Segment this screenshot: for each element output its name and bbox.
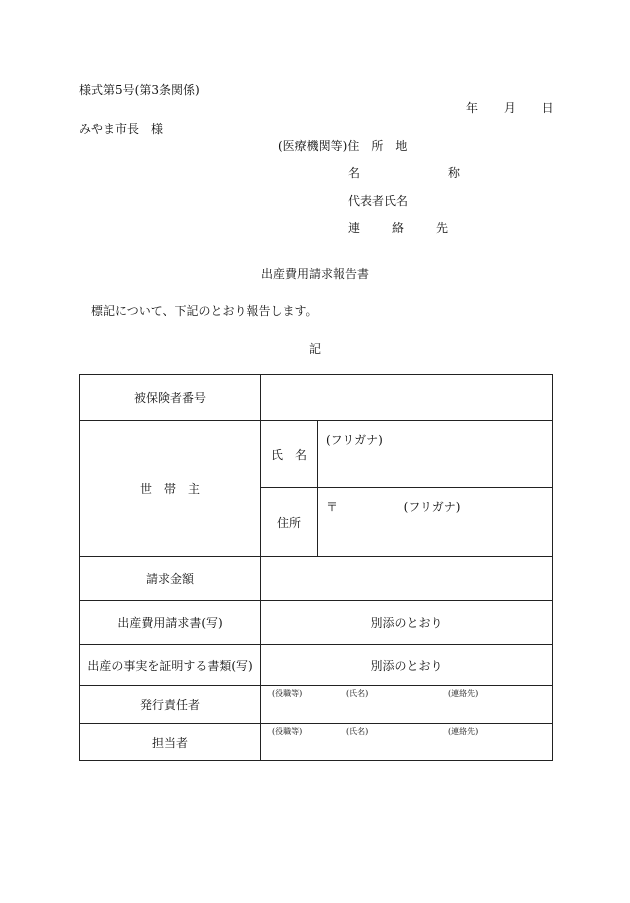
date-line: 年 月 日 — [466, 101, 554, 115]
addressee: みやま市長 様 — [79, 122, 164, 136]
insured-number-field[interactable] — [261, 375, 553, 421]
report-table — [79, 374, 553, 761]
table-row — [80, 686, 553, 724]
table-row — [80, 724, 553, 761]
table-row — [80, 375, 553, 421]
person-contact-label: (連絡先) — [448, 727, 479, 736]
table-row — [80, 557, 553, 601]
issuer-contact-label: (連絡先) — [448, 689, 479, 698]
invoice-copy-value: 別添のとおり — [261, 601, 553, 645]
issuer-label: 発行責任者 — [80, 686, 261, 724]
claim-amount-label: 請求金額 — [80, 557, 261, 601]
postal-mark: 〒 — [326, 500, 339, 514]
sender-address-label: (医療機関等)住 所 地 — [278, 139, 408, 153]
invoice-copy-label: 出産費用請求書(写) — [80, 601, 261, 645]
issuer-position-label: (役職等) — [272, 689, 303, 698]
insured-number-label: 被保険者番号 — [80, 375, 261, 421]
table-row — [80, 421, 553, 488]
person-position-label: (役職等) — [272, 727, 303, 736]
sender-contact-label: 連 絡 先 — [348, 221, 459, 235]
name-furigana-label: (フリガナ) — [326, 433, 383, 447]
ki-label: 記 — [308, 342, 321, 356]
sender-name-label: 名 称 — [348, 166, 499, 180]
name-label: 氏 名 — [261, 421, 318, 488]
form-number: 様式第5号(第3条関係) — [79, 83, 200, 97]
birth-proof-label: 出産の事実を証明する書類(写) — [80, 645, 261, 686]
householder-label: 世 帯 主 — [80, 421, 261, 557]
table-row — [80, 645, 553, 686]
address-field[interactable] — [318, 488, 553, 557]
name-field[interactable] — [318, 421, 553, 488]
person-name-label: (氏名) — [346, 727, 369, 736]
address-label: 住所 — [261, 488, 318, 557]
person-in-charge-label: 担当者 — [80, 724, 261, 761]
intro-text: 標記について、下記のとおり報告します。 — [91, 304, 318, 318]
claim-amount-field[interactable] — [261, 557, 553, 601]
address-furigana-label: (フリガナ) — [403, 500, 461, 514]
issuer-field[interactable] — [261, 686, 553, 724]
issuer-name-label: (氏名) — [346, 689, 369, 698]
sender-representative-label: 代表者氏名 — [348, 194, 409, 208]
report-title: 出産費用請求報告書 — [260, 267, 369, 281]
birth-proof-value: 別添のとおり — [261, 645, 553, 686]
table-row — [80, 601, 553, 645]
person-in-charge-field[interactable] — [261, 724, 553, 761]
